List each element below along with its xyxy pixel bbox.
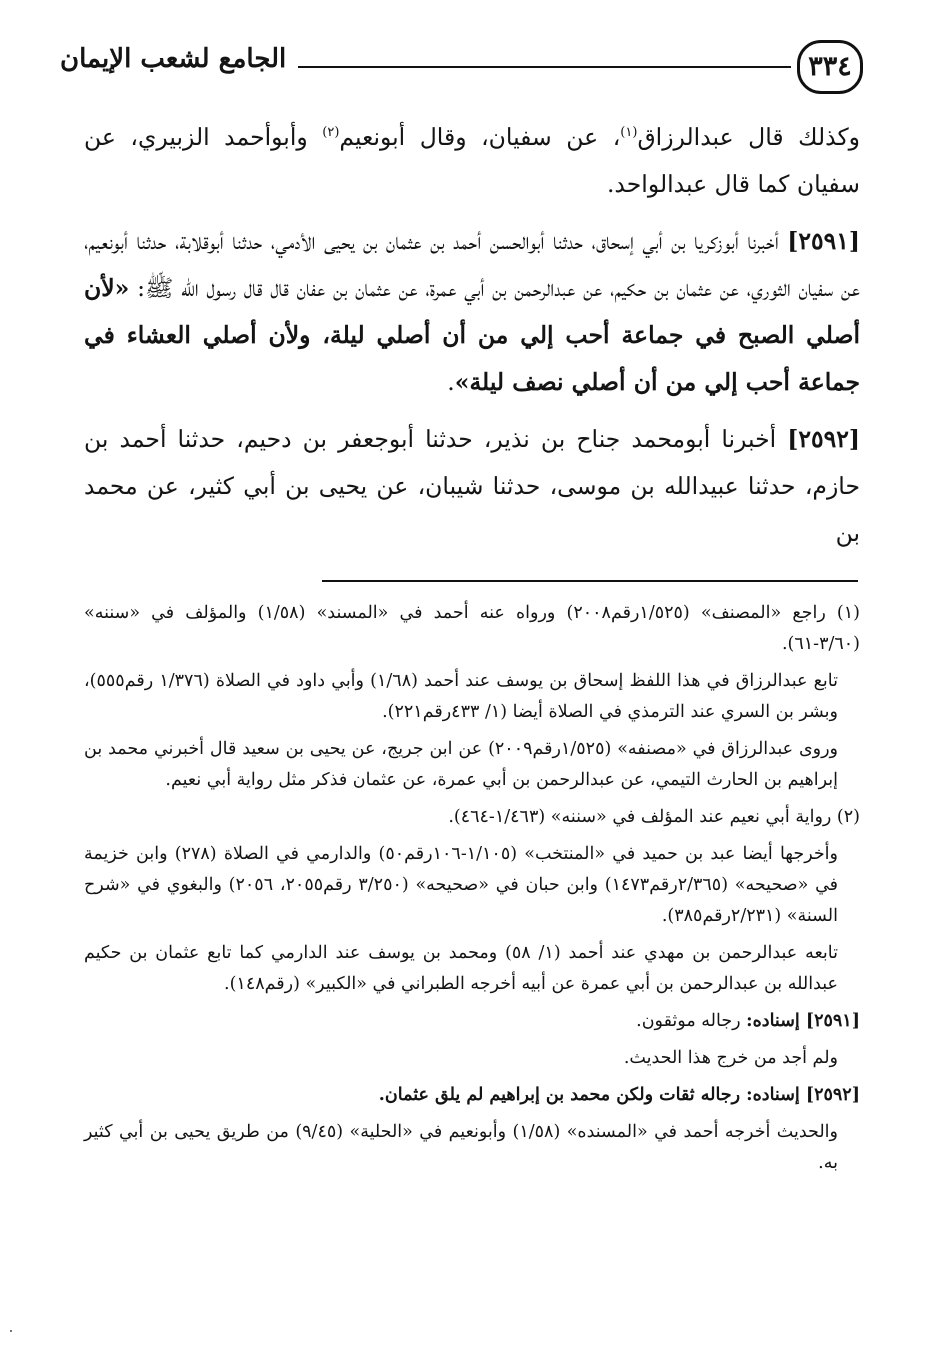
footnote-separator: [322, 580, 858, 582]
isnad-label: [٢٥٩٢] إسناده:: [746, 1085, 860, 1105]
intro-text: ، عن سفيان، وقال أبونعيم: [339, 123, 621, 151]
footnote-ref-2: (٢): [322, 125, 340, 141]
footnote-2: (٢) رواية أبي نعيم عند المؤلف في «سننه» (١/٤٦٣-٤٦٤).: [448, 807, 860, 827]
isnad-2591-note: ولم أجد من خرج هذا الحديث.: [623, 1048, 838, 1068]
scan-speck: [10, 1330, 12, 1332]
isnad-text: رجاله ثقات ولكن محمد بن إبراهيم لم يلق عثمان.: [378, 1085, 747, 1105]
intro-text: وأبوأحمد الزبيري، عن سفيان كما قال عبدالواحد.: [84, 123, 860, 198]
footnote-2-detail: وأخرجها أيضا عبد بن حميد في «المنتخب» (١/١٠٥-١٠٦رقم٥٠) والدارمي في الصلاة (٢٧٨) وابن خزيمة في «صحيحه» (٢/٣٦٥رقم١٤٧٣) وابن حبان في «صحيحه» (٣/٢٥٠ رقم٢٠٥٥، ٢٠٥٦) والبغوي في «شرح السنة» (٢/٢٣١رقم٣٨٥).: [84, 844, 839, 926]
isnad-text: رجاله موثقون.: [636, 1011, 747, 1031]
isnad-label: [٢٥٩١] إسناده:: [746, 1011, 860, 1031]
footnote-2-detail: تابعه عبدالرحمن بن مهدي عند أحمد (١/ ٥٨) ومحمد بن يوسف عند الدارمي كما تابع عثمان بن حكيم عبدالله بن عبدالرحمن بن أبي عمرة عن أبيه أخرجه الطبراني في «الكبير» (رقم١٤٨).: [84, 943, 838, 994]
hadith-end: .: [447, 368, 455, 396]
page-header: [60, 38, 863, 102]
main-text: [84, 114, 860, 567]
intro-paragraph: [84, 114, 860, 208]
footnotes: [84, 598, 860, 1185]
footnote-1: (١) راجع «المصنف» (١/٥٢٥رقم٢٠٠٨) ورواه عنه أحمد في «المسند» (١/٥٨) والمؤلف في «سننه» (٣/٦٠-٦١).: [84, 603, 860, 654]
header-rule: [298, 66, 791, 68]
isnad-2591: [84, 1006, 860, 1037]
footnote-1-detail: وروى عبدالرزاق في «مصنفه» (١/٥٢٥رقم٢٠٠٩) عن ابن جريج، عن يحيى بن سعيد قال أخبرني محمد بن إبراهيم بن الحارث التيمي، عن عبدالرحمن بن أبي عمرة، عن عثمان فذكر مثل رواية أبي نعيم.: [84, 739, 838, 790]
footnote-ref-1: (١): [620, 125, 638, 141]
hadith-number: [٢٥٩٢]: [787, 425, 860, 453]
intro-text: وكذلك قال عبدالرزاق: [637, 123, 861, 151]
hadith-matn: «لأن أصلي الصبح في جماعة أحب إلي من أن أصلي ليلة، ولأن أصلي العشاء في جماعة أحب إلي من أن أصلي نصف ليلة»: [84, 274, 860, 396]
hadith-chain: أخبرنا أبومحمد جناح بن نذير، حدثنا أبوجعفر بن دحيم، حدثنا أحمد بن حازم، حدثنا عبيدالله بن موسى، حدثنا شيبان، عن يحيى بن أبي كثير، عن محمد بن: [84, 425, 860, 547]
page-number: ٣٣٤: [797, 40, 863, 94]
isnad-2592-note: والحديث أخرجه أحمد في «المسنده» (١/٥٨) وأبونعيم في «الحلية» (٩/٤٥) من طريق يحيى بن أبي كثير به.: [84, 1122, 838, 1173]
hadith-chain: أخبرنا أبوزكريا بن أبي إسحاق، حدثنا أبوالحسن أحمد بن عثمان بن يحيى الأدمي، حدثنا أبوقلابة، حدثنا أبونعيم، عن سفيان الثوري، عن عثمان بن حكيم، عن عبدالرحمن بن أبي عمرة، عن عثمان بن عفان قال قال رسول الله ﷺ:: [84, 227, 860, 302]
hadith-2591: [84, 218, 860, 406]
footnote-1-detail: تابع عبدالرزاق في هذا اللفظ إسحاق بن يوسف عند أحمد (١/٦٨) وأبي داود في الصلاة (١/٣٧٦ رقم٥٥٥)، وبشر بن السري عند الترمذي في الصلاة أيضا (١/ ٤٣٣رقم٢٢١).: [84, 671, 838, 722]
book-title: الجامع لشعب الإيمان: [60, 44, 287, 74]
hadith-number: [٢٥٩١]: [787, 227, 860, 255]
hadith-2592: [84, 416, 860, 557]
isnad-2592: [84, 1080, 860, 1111]
